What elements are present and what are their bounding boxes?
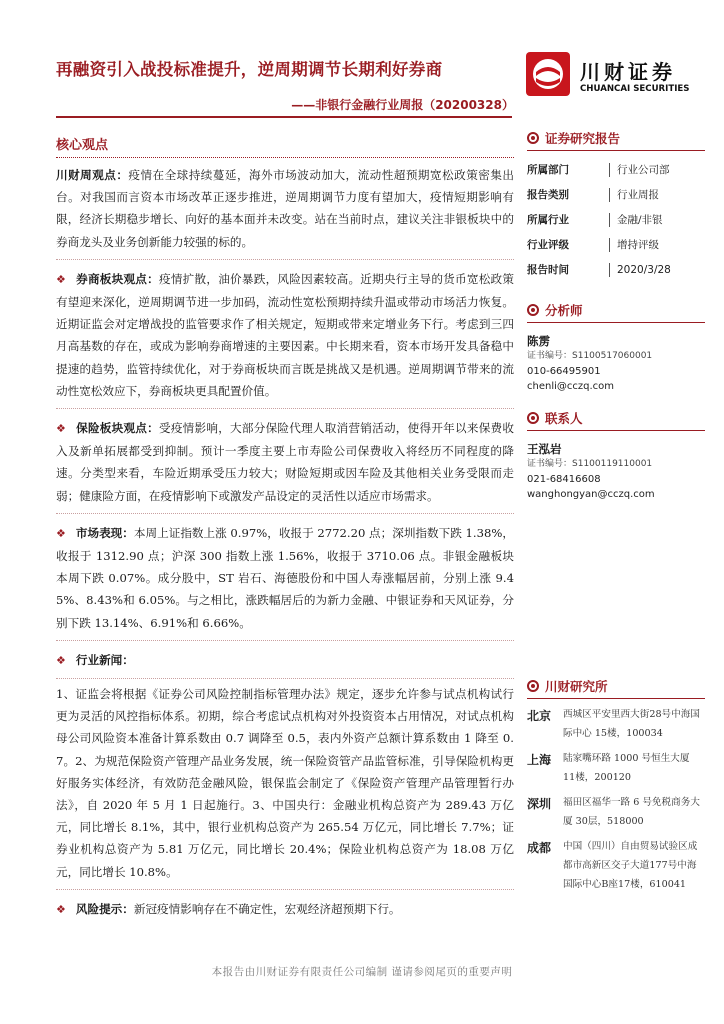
institute-heading [527, 676, 705, 696]
broker-view-text: 疫情扩散，油价暴跌，风险因素较高。近期央行主导的货币宽松政策有望迎来深化，逆周期调节进一步加码，流动性宽松预期持续升温或带动市场活力恢复。近期证监会对定增战投的监管要求作了相关规定，短期或带来定增业务下行。考虑到三四月高基数的存在，或成为影响券商增速的主要因素。中长期来看，资本市场开发具备稳中提速的趋势，监管持续优化，对于券商板块而言既是挑战又是机遇。逆周期调节带来的流动性宽松效应下，券商板块更具配置价值。 [56, 271, 514, 398]
info-key: 所属行业 [527, 214, 569, 226]
info-value: 增持评级 [609, 238, 659, 252]
analyst-heading [527, 300, 705, 320]
info-row-date [527, 257, 705, 282]
analyst-email[interactable]: chenli@cczq.com [527, 381, 615, 392]
report-subtitle: ——非银行金融行业周报（20200328） [291, 98, 514, 112]
analyst-name: 陈雳 [527, 334, 550, 348]
contact-icon [527, 412, 539, 424]
main-content [56, 128, 514, 921]
diamond-bullet-icon: ❖ [56, 422, 67, 436]
contact-phone: 021-68416608 [527, 474, 601, 485]
contact-heading [527, 408, 705, 428]
insurance-view-label: 保险板块观点： [76, 421, 159, 436]
sidebar-divider [527, 322, 705, 323]
analyst-cert: 证书编号：S1100517060001 [527, 351, 653, 361]
item-divider [56, 678, 514, 679]
broker-view-item [56, 268, 514, 402]
page-footer: 本报告由川财证券有限责任公司编制 谨请参阅尾页的重要声明 [211, 966, 513, 978]
office-beijing [527, 705, 705, 743]
info-key: 行业评级 [527, 239, 569, 251]
info-row-rating [527, 232, 705, 257]
institute-title: 川财研究所 [545, 679, 608, 694]
item-divider [56, 889, 514, 890]
company-logo [526, 48, 696, 100]
risk-warning-item [56, 898, 514, 921]
info-value: 2020/3/28 [609, 263, 671, 277]
diamond-bullet-icon: ❖ [56, 653, 66, 667]
industry-news-text: 1、证监会将根据《证券公司风险控制指标管理办法》规定，逐步允许参与试点机构试行更为灵活的风控指标体系。初期，综合考虑试点机构对外投资资本占用情况，对试点机构母公司风险资本准备计算系数由 0.7 调降至 0.5，表内外资产总额计算系数由 1 降至 0.7。2、为规范保险资产管理产品业务发展，统一保险资管产品监管标准，引导保险机构更好服务实体经济，有效防范金融风险，银保监会制定了《保险资产管理产品管理暂行办法》，自 2020 年 5 月 1 日起施行。3、中国央行：金融业机构总资产为 289.43 万亿元，同比增长 8.1%，其中，银行业机构总资产为 265.54 万亿元，同比增长 7.7%；证券业机构总资产为 5.81 万亿元，同比增长 20.4%；保险业机构总资产为 18.08 万亿元，同比增长 10.8%。 [56, 687, 515, 879]
weekly-view-paragraph [56, 164, 514, 253]
info-key: 报告类别 [527, 189, 569, 201]
risk-warning-text: 新冠疫情影响存在不确定性，宏观经济超预期下行。 [133, 901, 401, 916]
info-row-industry [527, 207, 705, 232]
info-value: 行业周报 [609, 188, 659, 202]
office-address: 福田区福华一路 6 号免税商务大厦 30层，518000 [563, 797, 700, 827]
sidebar-divider [527, 430, 705, 431]
office-address: 陆家嘴环路 1000 号恒生大厦 11楼，200120 [563, 753, 690, 783]
item-divider [56, 513, 514, 514]
info-row-department [527, 157, 705, 182]
contact-email[interactable]: wanghongyan@cczq.com [527, 489, 655, 500]
office-shenzhen [527, 793, 705, 831]
market-performance-item [56, 522, 514, 634]
insurance-view-item [56, 417, 514, 507]
report-info-icon [527, 132, 539, 144]
weekly-view-text: 疫情在全球持续蔓延，海外市场波动加大，流动性超预期宽松政策密集出台。对我国而言资本市场改革正逐步推进，逆周期调节力度有望加大，疫情短期影响有限，经济长期稳步增长、向好的基本面并未改变。站在当前时点，建议关注非银板块中的券商龙头及业务创新能力较强的标的。 [56, 168, 514, 249]
diamond-bullet-icon: ❖ [56, 902, 66, 916]
info-key: 报告时间 [527, 264, 569, 276]
office-city: 上海 [527, 753, 552, 767]
analyst-icon [527, 304, 539, 316]
section-divider [56, 157, 514, 158]
logo-text-en: CHUANCAI SECURITIES [580, 84, 690, 94]
header-divider [56, 116, 512, 118]
contact-cert: 证书编号：S1100119110001 [527, 459, 653, 469]
report-info-title: 证券研究报告 [545, 131, 621, 146]
market-performance-text: 本周上证指数上涨 0.97%，收报于 2772.20 点；深圳指数下跌 1.38%，收报于 1312.90 点；沪深 300 指数上涨 1.56%，收报于 3710.06 点。非银金融板块本周下跌 0.07%。成分股中，ST 岩石、海德股份和中国人寿涨幅居前，分别上涨 9.45%、8.43%和 6.05%。与之相比，涨跌幅居后的为新力金融、中银证券和天风证券，分别下跌 13.14%、6.91%和 6.66%。 [56, 525, 514, 630]
institute-icon [527, 680, 539, 692]
industry-news-label: 行业新闻： [75, 652, 134, 667]
weekly-view-label: 川财周观点： [56, 168, 129, 182]
contact-title: 联系人 [545, 411, 583, 426]
analyst-title: 分析师 [545, 303, 583, 318]
sidebar-divider [527, 698, 705, 699]
info-row-category [527, 182, 705, 207]
risk-warning-label: 风险提示： [75, 901, 134, 916]
item-divider [56, 640, 514, 641]
office-city: 北京 [527, 709, 552, 723]
diamond-bullet-icon: ❖ [56, 272, 67, 286]
diamond-bullet-icon: ❖ [56, 526, 66, 540]
office-city: 深圳 [527, 797, 552, 811]
insurance-view-text: 受疫情影响，大部分保险代理人取消营销活动，使得开年以来保费收入及新单拓展都受到抑制。预计一季度主要上市寿险公司保费收入将经历不同程度的降速。分类型来看，车险近期承受压力较大；财险短期或因车险及其他相关业务受限而走弱；健康险方面，在疫情影响下或激发产品设定的灵活性以适应市场需求。 [56, 421, 514, 503]
logo-text-cn: 川财证券 [580, 60, 676, 84]
office-chengdu [527, 837, 705, 894]
logo-mark-icon [526, 52, 570, 96]
item-divider [56, 259, 514, 260]
industry-news-item [56, 649, 514, 883]
info-key: 所属部门 [527, 164, 569, 176]
report-title: 再融资引入战投标准提升，逆周期调节长期利好券商 [56, 60, 443, 79]
office-shanghai [527, 749, 705, 787]
office-city: 成都 [527, 841, 552, 855]
broker-view-label: 券商板块观点： [76, 271, 159, 286]
sidebar-divider [527, 150, 705, 151]
office-address: 西城区平安里西大街28号中海国际中心 15楼，100034 [563, 709, 700, 739]
sidebar [527, 128, 705, 894]
contact-name: 王泓岩 [527, 442, 562, 456]
core-view-heading: 核心观点 [56, 138, 109, 153]
analyst-phone: 010-66495901 [527, 366, 601, 377]
report-info-heading [527, 128, 705, 148]
market-performance-label: 市场表现： [75, 525, 134, 540]
item-divider [56, 408, 514, 409]
office-address: 中国（四川）自由贸易试验区成都市高新区交子大道177号中海国际中心B座17楼，610041 [563, 841, 698, 890]
info-value: 金融/非银 [609, 213, 663, 227]
info-value: 行业公司部 [609, 163, 670, 177]
